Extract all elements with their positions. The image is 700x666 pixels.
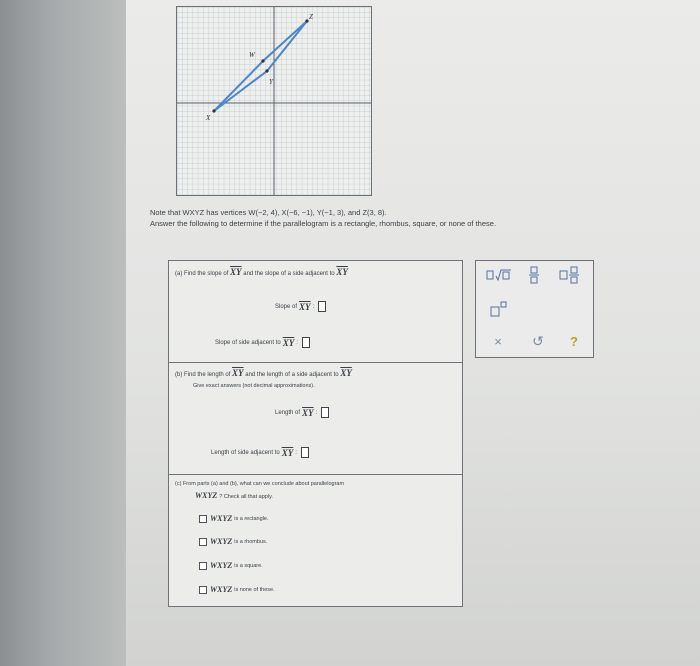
instructions: Answer the following to determine if the parallelogram is a rectangle, rhombus, square, or none of these.: [150, 219, 497, 228]
length-adjacent-row: Length of side adjacent to $\overline{XY}$ :: [211, 447, 309, 458]
part-b-prompt: [175, 368, 352, 378]
option-name: WXYZ: [210, 537, 233, 546]
fraction-button[interactable]: [524, 265, 544, 285]
slope-adjacent-row: Slope of side adjacent to $\overline{XY}$ :: [215, 337, 310, 348]
segment-xy: $\overline{XY}$: [336, 267, 348, 277]
background-left-edge: [0, 0, 126, 666]
exponent-button[interactable]: [488, 299, 510, 319]
fraction-icon: [528, 266, 540, 284]
part-a-section: [169, 261, 462, 362]
option-name: WXYZ: [210, 585, 233, 594]
vertex-x-label: X: [206, 114, 211, 122]
option-rectangle-label: is a rectangle.: [234, 515, 269, 522]
part-b-section: [169, 362, 462, 474]
vertices-note: Note that WXYZ has vertices W(−2, 4), X(−6, −1), Y(−1, 3), and Z(3, 8).: [150, 208, 387, 217]
sqrt-button[interactable]: [485, 267, 513, 283]
coordinate-graph: [176, 6, 372, 196]
slope-xy-label: Slope of: [275, 303, 298, 310]
part-a-prompt: [175, 267, 348, 277]
segment-xy: $\overline{XY}$: [282, 337, 295, 348]
length-xy-row: Length of $\overline{XY}$ :: [275, 407, 329, 418]
option-none-label: is none of these.: [234, 586, 275, 593]
help-icon: ?: [570, 333, 578, 349]
segment-xy: $\overline{XY}$: [340, 368, 352, 378]
slope-xy-row: Slope of $\overline{XY}$ :: [275, 301, 326, 312]
part-b-prompt-text-2: and the length of a side adjacent to: [245, 372, 339, 378]
length-xy-input[interactable]: [321, 407, 329, 418]
slope-adjacent-label: Slope of side adjacent to: [215, 339, 281, 346]
option-none[interactable]: [199, 585, 275, 594]
vertex-y-label: Y: [269, 78, 273, 86]
help-button[interactable]: [564, 331, 584, 351]
check-all-text: ? Check all that apply.: [219, 494, 273, 500]
problem-statement: [150, 207, 670, 229]
part-a-prompt-text-2: and the slope of a side adjacent to: [243, 271, 335, 277]
mixed-number-icon: [559, 266, 581, 284]
rhombus-checkbox[interactable]: [199, 538, 207, 546]
part-b-prompt-text: (b) Find the length of: [175, 372, 231, 378]
vertex-x-dot: [212, 109, 215, 112]
vertex-z-label: Z: [309, 13, 313, 21]
option-rhombus-label: is a rhombus.: [234, 538, 268, 545]
part-b-exact-note: Give exact answers (not decimal approximations).: [193, 383, 315, 389]
option-square-label: is a square.: [234, 562, 263, 569]
parallelogram-name: WXYZ: [195, 491, 218, 500]
exponent-icon: [490, 301, 508, 317]
part-c-prompt: (c) From parts (a) and (b), what can we conclude about parallelogram: [175, 481, 345, 487]
vertex-w-dot: [261, 59, 264, 62]
mixed-number-button[interactable]: [556, 265, 584, 285]
segment-xy: $\overline{XY}$: [302, 407, 314, 418]
math-toolbar: [475, 260, 594, 358]
option-name: WXYZ: [210, 561, 233, 570]
rectangle-checkbox[interactable]: [199, 515, 207, 523]
clear-button[interactable]: [488, 331, 508, 351]
slope-adjacent-input[interactable]: [302, 337, 310, 348]
graph-svg: [177, 7, 371, 195]
close-icon: ×: [494, 333, 502, 349]
option-rhombus[interactable]: [199, 537, 267, 546]
segment-xy: $\overline{XY}$: [299, 301, 311, 312]
undo-icon: ↺: [532, 332, 544, 349]
length-adjacent-input[interactable]: [301, 447, 309, 458]
segment-xy: $\overline{XY}$: [232, 368, 244, 378]
none-checkbox[interactable]: [199, 586, 207, 594]
square-checkbox[interactable]: [199, 562, 207, 570]
segment-xy: $\overline{XY}$: [281, 447, 294, 458]
option-rectangle[interactable]: [199, 514, 268, 523]
part-a-prompt-text: (a) Find the slope of: [175, 271, 229, 277]
undo-button[interactable]: [528, 331, 548, 351]
question-panel: [168, 260, 463, 607]
slope-xy-input[interactable]: [318, 301, 326, 312]
part-c-prompt-line2: [195, 491, 273, 500]
part-c-section: [169, 474, 462, 606]
length-xy-label: Length of: [275, 409, 301, 416]
sqrt-icon: [486, 268, 512, 282]
vertex-y-dot: [265, 69, 268, 72]
option-name: WXYZ: [210, 514, 233, 523]
option-square[interactable]: [199, 561, 263, 570]
length-adjacent-label: Length of side adjacent to: [211, 449, 280, 456]
vertex-w-label: W: [249, 51, 255, 59]
segment-xy: $\overline{XY}$: [230, 267, 242, 277]
